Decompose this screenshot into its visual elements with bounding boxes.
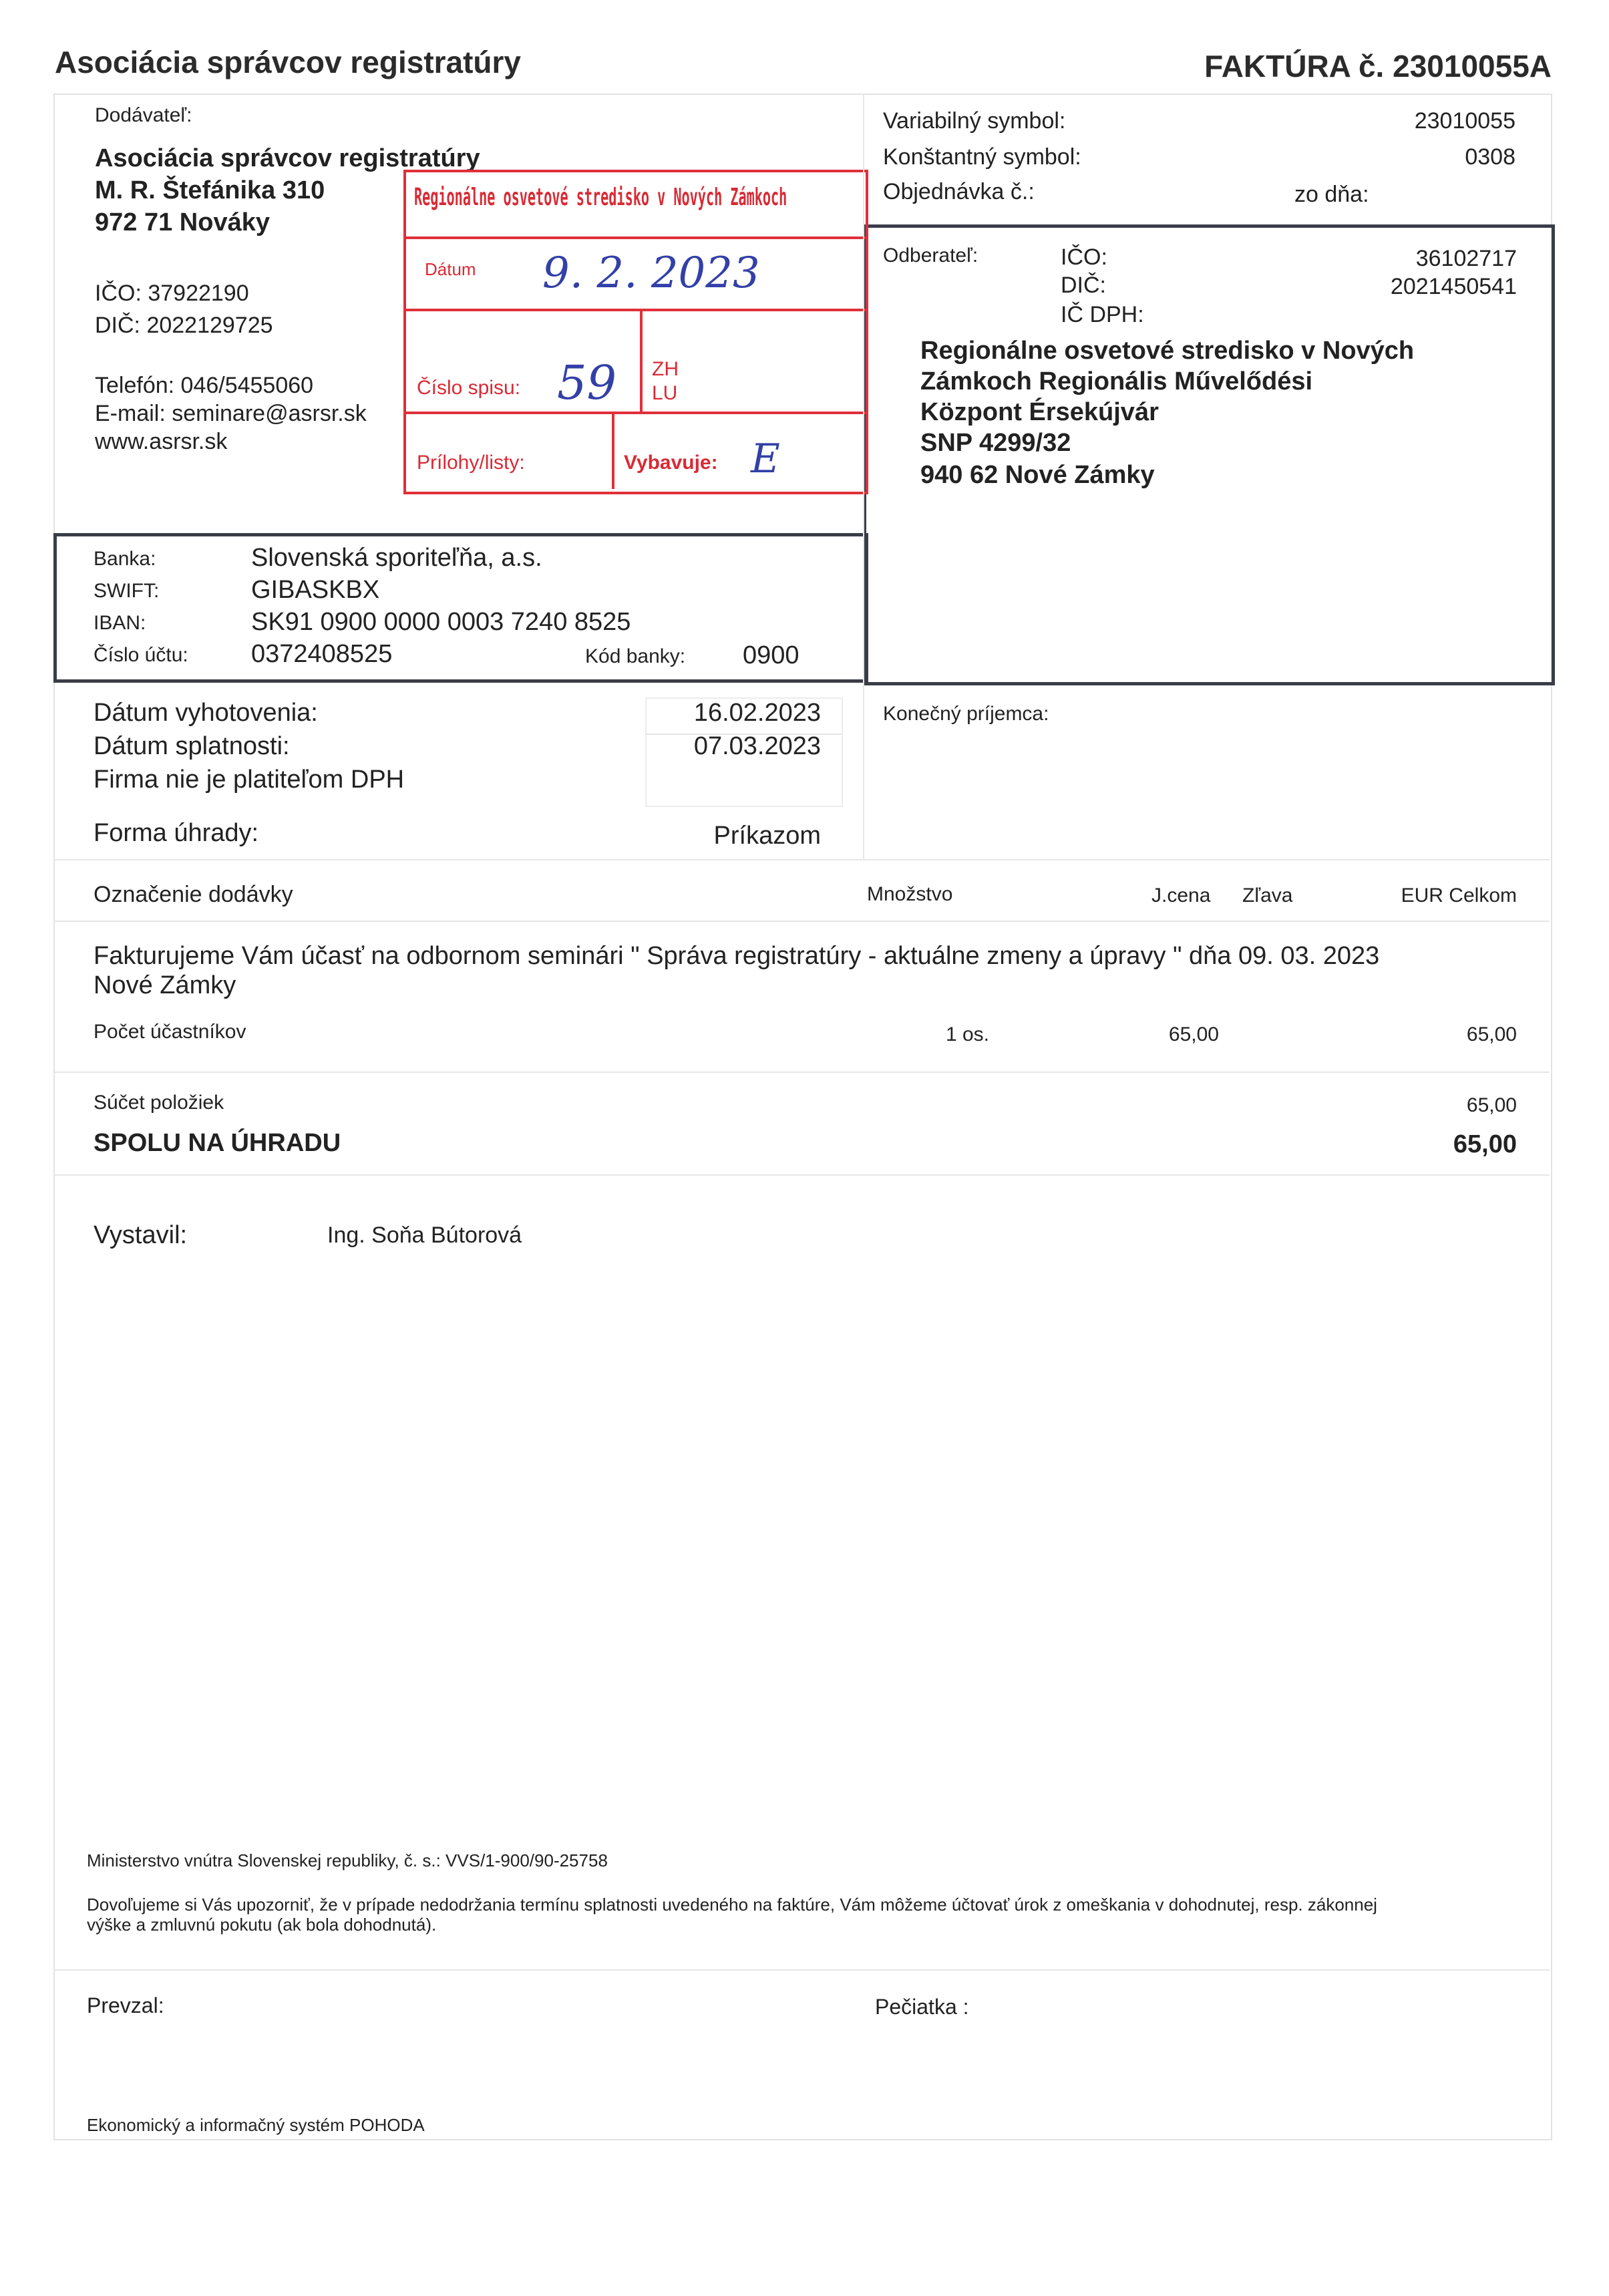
ucet-value: 0372408525 bbox=[251, 640, 393, 668]
stamp-zh: ZH bbox=[652, 358, 679, 380]
peciatka-label: Pečiatka : bbox=[875, 1995, 969, 2019]
col-mnozstvo: Množstvo bbox=[867, 883, 953, 905]
col-zlava: Zľava bbox=[1242, 884, 1293, 907]
customer-label: Odberateľ: bbox=[883, 244, 978, 267]
dates-box bbox=[645, 697, 843, 807]
vystavil-name: Ing. Soňa Bútorová bbox=[327, 1222, 522, 1248]
supplier-name: Asociácia správcov registratúry bbox=[95, 144, 480, 172]
sucet-label: Súčet položiek bbox=[94, 1092, 224, 1114]
supplier-web: www.asrsr.sk bbox=[95, 429, 228, 454]
stamp-vybavuje-value: E bbox=[751, 436, 780, 482]
supplier-street: M. R. Štefánika 310 bbox=[95, 176, 325, 204]
column-divider bbox=[863, 94, 864, 859]
item-row-label: Počet účastníkov bbox=[94, 1021, 246, 1043]
kod-banky-value: 0900 bbox=[743, 641, 799, 669]
supplier-phone: Telefón: 046/5455060 bbox=[95, 373, 314, 398]
vyhotovenia-value: 16.02.2023 bbox=[693, 699, 821, 727]
stamp-line-3 bbox=[403, 412, 866, 414]
stamp-line-1 bbox=[403, 236, 866, 239]
vystavil-label: Vystavil: bbox=[94, 1221, 188, 1249]
stamp-datum-value: 9. 2. 2023 bbox=[542, 249, 760, 298]
bank-value: Slovenská sporiteľňa, a.s. bbox=[251, 544, 542, 572]
customer-name-3: Központ Érsekújvár bbox=[920, 398, 1159, 426]
supplier-dic: DIČ: 2022129725 bbox=[95, 313, 273, 338]
variabilny-label: Variabilný symbol: bbox=[883, 108, 1066, 134]
supplier-city: 972 71 Nováky bbox=[95, 208, 270, 236]
stamp-line-2 bbox=[403, 309, 866, 311]
swift-label: SWIFT: bbox=[94, 580, 160, 602]
item-row-qty: 1 os. bbox=[945, 1023, 989, 1045]
item-row-total: 65,00 bbox=[1466, 1023, 1517, 1045]
customer-icdph-label: IČ DPH: bbox=[1061, 302, 1144, 327]
iban-value: SK91 0900 0000 0003 7240 8525 bbox=[251, 608, 631, 636]
col-oznacenie: Označenie dodávky bbox=[94, 882, 293, 907]
stamp-datum-label: Dátum bbox=[425, 259, 476, 279]
zo-dna-label: zo dňa: bbox=[1294, 182, 1369, 207]
forma-label: Forma úhrady: bbox=[94, 819, 259, 847]
dates-box-line bbox=[645, 733, 842, 735]
footer-line bbox=[53, 1969, 1550, 1971]
splatnosti-label: Dátum splatnosti: bbox=[94, 732, 290, 760]
kod-banky-label: Kód banky: bbox=[585, 645, 686, 667]
bank-label: Banka: bbox=[94, 548, 156, 570]
swift-value: GIBASKBX bbox=[251, 576, 380, 604]
ucet-label: Číslo účtu: bbox=[94, 644, 188, 666]
forma-value: Príkazom bbox=[713, 822, 821, 850]
totals-bottom-line bbox=[53, 1174, 1550, 1176]
system-note: Ekonomický a informačný systém POHODA bbox=[87, 2115, 425, 2135]
supplier-label: Dodávateľ: bbox=[95, 104, 192, 126]
ministry-note: Ministerstvo vnútra Slovenskej republiky, č. s.: VVS/1-900/90-25758 bbox=[87, 1850, 608, 1870]
stamp-vline-1 bbox=[640, 309, 643, 412]
variabilny-value: 23010055 bbox=[1414, 108, 1515, 134]
stamp-lu: LU bbox=[652, 382, 678, 404]
konstantny-value: 0308 bbox=[1465, 144, 1515, 170]
spolu-value: 65,00 bbox=[1453, 1130, 1517, 1158]
items-bottom-line bbox=[53, 1072, 1550, 1073]
dph-note: Firma nie je platiteľom DPH bbox=[94, 766, 405, 794]
objednavka-label: Objednávka č.: bbox=[883, 179, 1035, 204]
customer-street: SNP 4299/32 bbox=[920, 429, 1071, 457]
stamp-prilohy-label: Prílohy/listy: bbox=[417, 452, 525, 474]
customer-name-2: Zámkoch Regionális Művelődési bbox=[920, 367, 1313, 395]
customer-city: 940 62 Nové Zámky bbox=[920, 461, 1155, 489]
items-header-line bbox=[53, 921, 1550, 922]
spolu-label: SPOLU NA ÚHRADU bbox=[94, 1129, 341, 1157]
notice-line-2: výške a zmluvnú pokutu (ak bola dohodnutá). bbox=[87, 1915, 437, 1935]
splatnosti-value: 07.03.2023 bbox=[693, 732, 821, 760]
dates-bottom-line bbox=[53, 859, 1550, 860]
prevzal-label: Prevzal: bbox=[87, 1993, 164, 2017]
item-description-1: Fakturujeme Vám účasť na odbornom seminári " Správa registratúry - aktuálne zmeny a úpravy " dňa 09. 03. 2023 bbox=[94, 942, 1380, 970]
stamp-vybavuje-label: Vybavuje: bbox=[624, 452, 718, 474]
sucet-value: 65,00 bbox=[1466, 1094, 1517, 1116]
customer-ico-value: 36102717 bbox=[1415, 246, 1517, 271]
item-description-2: Nové Zámky bbox=[94, 971, 236, 999]
supplier-ico: IČO: 37922190 bbox=[95, 281, 249, 306]
col-celkom: EUR Celkom bbox=[1401, 884, 1517, 907]
stamp-title-wrap bbox=[414, 175, 858, 223]
vyhotovenia-label: Dátum vyhotovenia: bbox=[94, 699, 318, 727]
col-jcena: J.cena bbox=[1151, 884, 1211, 907]
supplier-email: E-mail: seminare@asrsr.sk bbox=[95, 401, 367, 426]
stamp-title: Regionálne osvetové stredisko v Nových Zámkoch bbox=[414, 184, 787, 211]
konstantny-label: Konštantný symbol: bbox=[883, 144, 1081, 170]
customer-name-1: Regionálne osvetové stredisko v Nových bbox=[920, 337, 1415, 365]
customer-dic-label: DIČ: bbox=[1061, 273, 1106, 298]
konecny-prijemca-label: Konečný príjemca: bbox=[883, 703, 1049, 725]
invoice-title: FAKTÚRA č. 23010055A bbox=[1204, 49, 1552, 84]
stamp-vline-2 bbox=[612, 412, 614, 489]
customer-dic-value: 2021450541 bbox=[1390, 274, 1517, 299]
notice-line-1: Dovoľujeme si Vás upozorniť, že v prípade nedodržania termínu splatnosti uvedeného na faktúre, Vám môžeme účtovať úrok z omeškania v dohodnutej, resp. zákonnej bbox=[87, 1895, 1377, 1915]
stamp-cislo-value: 59 bbox=[557, 355, 617, 410]
iban-label: IBAN: bbox=[94, 612, 146, 634]
company-header: Asociácia správcov registratúry bbox=[55, 45, 522, 79]
customer-ico-label: IČO: bbox=[1061, 244, 1107, 270]
stamp-cislo-label: Číslo spisu: bbox=[417, 377, 521, 399]
item-row-price: 65,00 bbox=[1168, 1023, 1219, 1045]
